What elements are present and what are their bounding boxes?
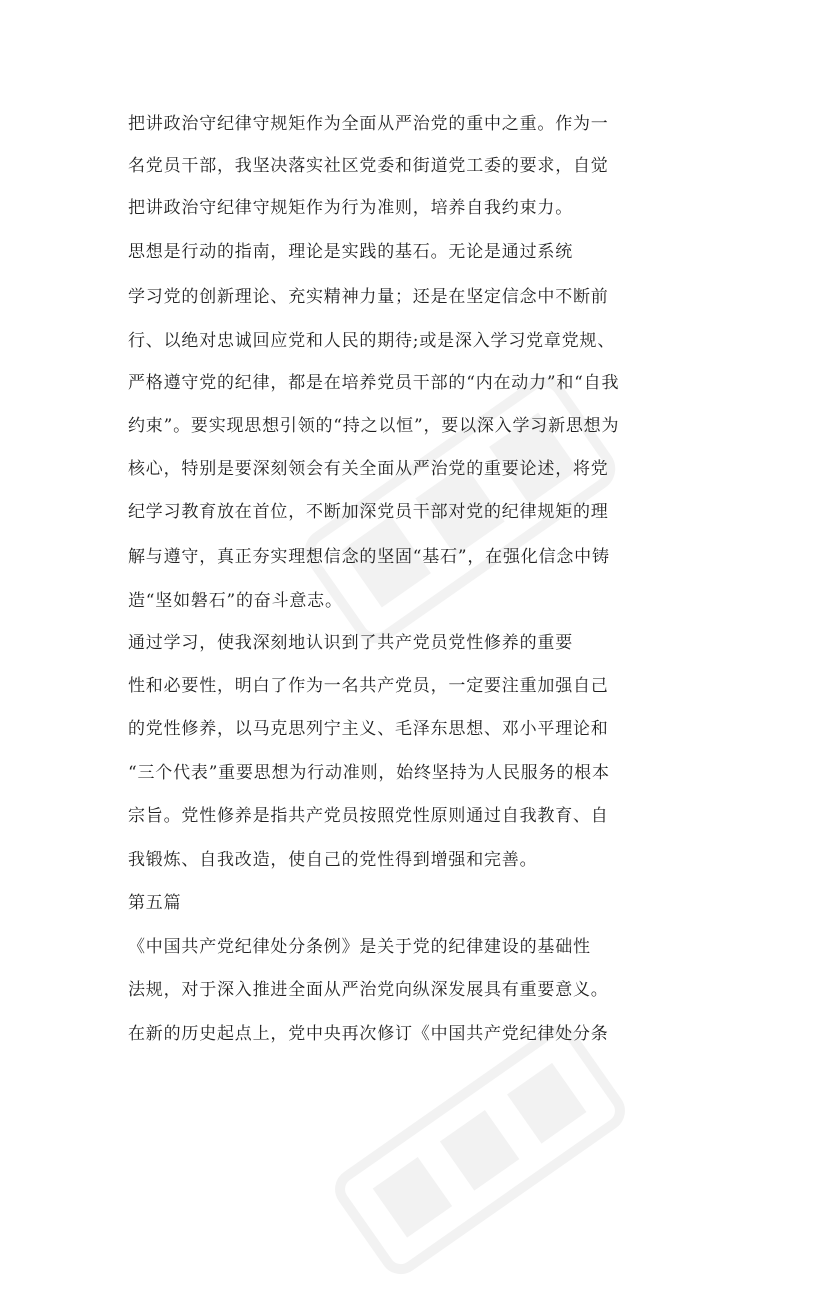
text-line-9: 核心，特别是要深刻领会有关全面从严治党的重要论述，将党 [128,459,609,479]
text-line-8: 约束”。要实现思想引领的“持之以恒”，要以深入学习新思想为 [128,416,620,436]
text-line-15: 的党性修养，以马克思列宁主义、毛泽东思想、邓小平理论和 [128,719,609,739]
text-line-17: 宗旨。党性修养是指共产党员按照党性原则通过自我教育、自 [128,806,609,826]
text-line-22: 在新的历史起点上，党中央再次修订《中国共产党纪律处分条 [128,1024,609,1044]
text-line-16: “三个代表”重要思想为行动准则，始终坚持为人民服务的根本 [128,763,610,783]
text-line-6: 行、以绝对忠诚回应党和人民的期待;或是深入学习党章党规、 [128,331,616,351]
text-line-21: 法规，对于深入推进全面从严治党向纵深发展具有重要意义。 [128,980,609,1000]
text-line-11: 解与遵守，真正夯实理想信念的坚固“基石”，在强化信念中铸 [128,547,610,567]
text-line-3: 把讲政治守纪律守规矩作为行为准则，培养自我约束力。 [128,198,573,218]
watermark-stamp-lower [317,1007,643,1293]
text-line-5: 学习党的创新理论、充实精神力量；还是在坚定信念中不断前 [128,287,609,307]
text-line-7: 严格遵守党的纪律，都是在培养党员干部的“内在动力”和“自我 [128,373,620,393]
text-line-4: 思想是行动的指南，理论是实践的基石。无论是通过系统 [128,242,573,262]
text-line-12: 造“坚如磐石”的奋斗意志。 [128,591,343,611]
text-line-18: 我锻炼、自我改造，使自己的党性得到增强和完善。 [128,850,538,870]
text-line-13: 通过学习，使我深刻地认识到了共产党员党性修养的重要 [128,633,573,653]
text-line-2: 名党员干部，我坚决落实社区党委和街道党工委的要求，自觉 [128,156,609,176]
text-line-10: 纪学习教育放在首位，不断加深党员干部对党的纪律规矩的理 [128,502,609,522]
text-line-14: 性和必要性，明白了作为一名共产党员，一定要注重加强自己 [128,676,609,696]
section-heading: 第五篇 [128,893,182,913]
text-line-20: 《中国共产党纪律处分条例》是关于党的纪律建设的基础性 [128,937,591,957]
text-line-1: 把讲政治守纪律守规矩作为全面从严治党的重中之重。作为一 [128,114,609,134]
